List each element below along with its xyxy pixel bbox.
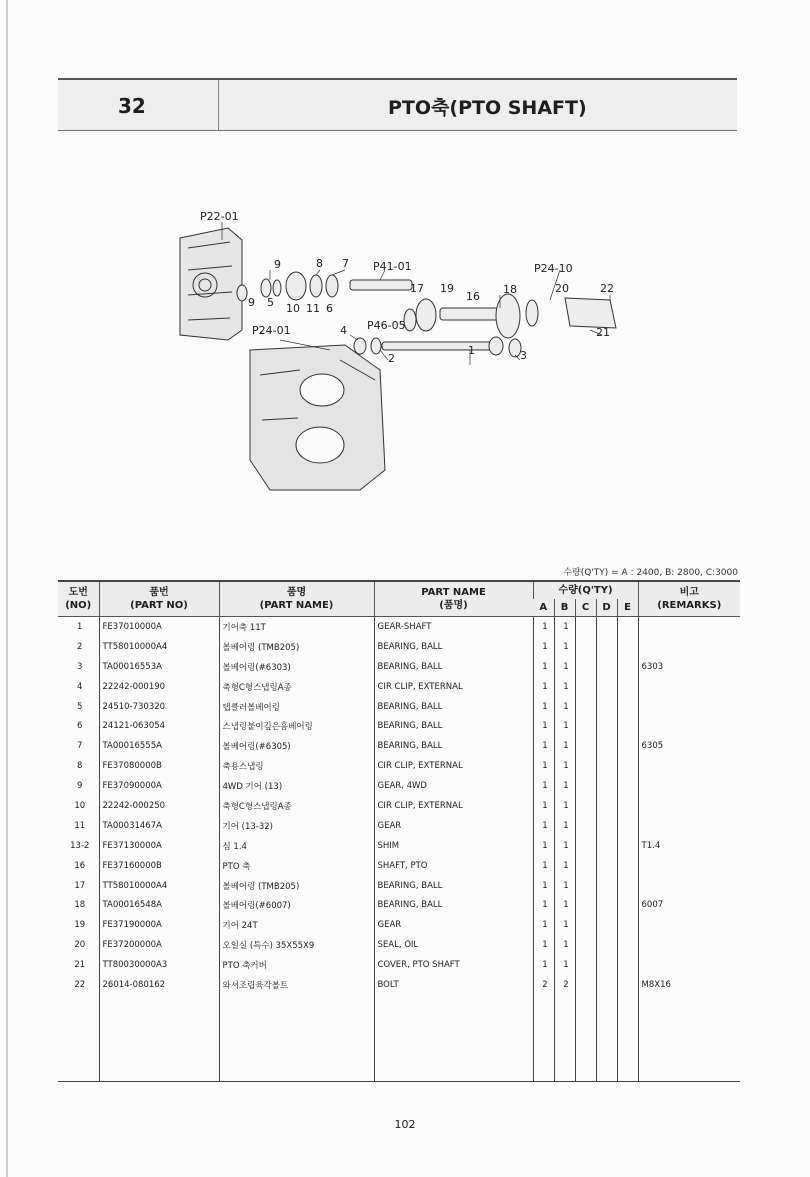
col-header-qty-e: E: [617, 599, 638, 617]
cell-qty-b: 1: [554, 935, 575, 955]
housing-left: [180, 228, 242, 340]
header-divider: [218, 80, 219, 130]
cell-part-name-en: CIR CLIP, EXTERNAL: [374, 756, 533, 776]
cell-remarks: 6305: [638, 736, 740, 756]
callout-label: P22-01: [200, 210, 239, 223]
cell-qty-d: [596, 697, 617, 717]
cell-part-no: TT58010000A4: [99, 876, 219, 896]
cell-part-name-en: BEARING, BALL: [374, 657, 533, 677]
cell-qty-d: [596, 796, 617, 816]
cell-qty-e: [617, 637, 638, 657]
cell-remarks: T1.4: [638, 836, 740, 856]
cell-qty-a: 1: [533, 776, 554, 796]
empty-cell: [638, 995, 740, 1082]
cell-part-name-en: BEARING, BALL: [374, 697, 533, 717]
cell-qty-e: [617, 836, 638, 856]
callout-label: 21: [596, 326, 610, 339]
cell-qty-d: [596, 955, 617, 975]
cell-qty-b: 1: [554, 895, 575, 915]
cell-qty-d: [596, 617, 617, 637]
table-row: [58, 756, 740, 776]
callout-label: P41-01: [373, 260, 412, 273]
cell-qty-a: 1: [533, 697, 554, 717]
col-header-qty-c: C: [575, 599, 596, 617]
cell-part-no: TA00016553A: [99, 657, 219, 677]
cell-part-no: 26014-080162: [99, 975, 219, 995]
cell-qty-a: 1: [533, 856, 554, 876]
cell-qty-d: [596, 935, 617, 955]
cell-qty-d: [596, 816, 617, 836]
cell-remarks: [638, 796, 740, 816]
cell-no: 10: [74, 800, 86, 811]
callout-label: 4: [340, 324, 347, 337]
table-row: [58, 935, 740, 955]
cell-no: 2: [77, 641, 83, 652]
cell-qty-a: 1: [533, 915, 554, 935]
cell-part-name-en: BEARING, BALL: [374, 637, 533, 657]
cell-no: 11: [74, 820, 86, 831]
col-header-qty: 수량(Q'TY): [533, 581, 638, 599]
cell-qty-a: 1: [533, 736, 554, 756]
cell-qty-e: [617, 677, 638, 697]
col-header-qty-a: A: [533, 599, 554, 617]
empty-cell: [575, 995, 596, 1082]
cell-qty-d: [596, 895, 617, 915]
table-row: [58, 677, 740, 697]
cell-qty-c: [575, 895, 596, 915]
callout-label: 11: [306, 302, 320, 315]
table-row: [58, 955, 740, 975]
cell-qty-c: [575, 697, 596, 717]
cell-part-name-en: GEAR-SHAFT: [374, 617, 533, 637]
cell-qty-c: [575, 677, 596, 697]
cell-qty-b: 1: [554, 697, 575, 717]
cell-part-name-en: BEARING, BALL: [374, 716, 533, 736]
cell-part-name-ko: 축형C형스냅링A종: [219, 796, 374, 816]
cell-qty-c: [575, 776, 596, 796]
callout-label: 9: [274, 258, 281, 271]
callout-label: 7: [342, 257, 349, 270]
cell-qty-c: [575, 756, 596, 776]
table-row: [58, 657, 740, 677]
cell-no: 13-2: [70, 840, 90, 851]
cell-qty-d: [596, 657, 617, 677]
cell-part-name-en: GEAR, 4WD: [374, 776, 533, 796]
cell-qty-a: 1: [533, 617, 554, 637]
table-row: [58, 915, 740, 935]
cell-part-no: FE37080000B: [99, 756, 219, 776]
cell-remarks: [638, 776, 740, 796]
cell-qty-e: [617, 617, 638, 637]
cell-no: 22: [74, 979, 86, 990]
cell-qty-a: 1: [533, 955, 554, 975]
cell-qty-b: 1: [554, 955, 575, 975]
table-row: [58, 836, 740, 856]
cell-part-name-en: GEAR: [374, 816, 533, 836]
col-header-remarks: 비고 (REMARKS): [638, 581, 740, 617]
cell-remarks: [638, 816, 740, 836]
table-row: [58, 816, 740, 836]
cell-remarks: [638, 677, 740, 697]
callout-label: 3: [520, 349, 527, 362]
cell-part-no: TA00016548A: [99, 895, 219, 915]
table-row: [58, 895, 740, 915]
cell-qty-c: [575, 915, 596, 935]
cell-qty-c: [575, 876, 596, 896]
cell-qty-e: [617, 935, 638, 955]
cell-part-no: FE37160000B: [99, 856, 219, 876]
parts-table: [58, 580, 740, 1082]
col-header-no: 도번 (NO): [58, 581, 99, 617]
callout-label: 8: [316, 257, 323, 270]
cell-qty-c: [575, 637, 596, 657]
cell-remarks: [638, 856, 740, 876]
cell-no: 5: [77, 701, 83, 712]
cell-part-no: 24510-730320: [99, 697, 219, 717]
callout-label: P24-01: [252, 324, 291, 337]
cell-qty-a: 1: [533, 895, 554, 915]
cell-qty-e: [617, 895, 638, 915]
table-row: [58, 856, 740, 876]
cell-remarks: 6303: [638, 657, 740, 677]
cell-qty-b: 1: [554, 756, 575, 776]
table-row: [58, 617, 740, 637]
cell-remarks: [638, 617, 740, 637]
cell-part-name-ko: 볼베어링(#6007): [219, 895, 374, 915]
cell-qty-e: [617, 657, 638, 677]
cell-part-no: TT58010000A4: [99, 637, 219, 657]
cell-part-no: FE37130000A: [99, 836, 219, 856]
page-number: 102: [394, 1118, 416, 1131]
cell-qty-c: [575, 975, 596, 995]
col-header-qty-b: B: [554, 599, 575, 617]
table-row: [58, 736, 740, 756]
cell-part-name-ko: 기어 24T: [219, 915, 374, 935]
cell-qty-a: 1: [533, 816, 554, 836]
cell-part-name-ko: 볼베어링 (TMB205): [219, 876, 374, 896]
qty-note: 수량(Q'TY) = A : 2400, B: 2800, C:3000: [563, 568, 738, 578]
cell-remarks: [638, 935, 740, 955]
cell-qty-d: [596, 736, 617, 756]
cell-part-no: FE37090000A: [99, 776, 219, 796]
cell-part-no: FE37200000A: [99, 935, 219, 955]
empty-cell: [219, 995, 374, 1082]
cell-qty-e: [617, 796, 638, 816]
cell-no: 20: [74, 940, 86, 951]
cell-part-name-ko: 심 1.4: [219, 836, 374, 856]
cell-qty-c: [575, 716, 596, 736]
cell-qty-d: [596, 677, 617, 697]
cell-part-name-en: SEAL, OIL: [374, 935, 533, 955]
cell-no: 9: [77, 781, 83, 792]
cell-no: 7: [77, 741, 83, 752]
cell-qty-a: 1: [533, 716, 554, 736]
cell-part-no: 22242-000250: [99, 796, 219, 816]
cell-qty-a: 1: [533, 637, 554, 657]
cell-part-name-ko: PTO 축커버: [219, 955, 374, 975]
cell-qty-c: [575, 657, 596, 677]
table-row: [58, 975, 740, 995]
callout-label: P24-10: [534, 262, 573, 275]
cell-part-name-ko: 기어축 11T: [219, 617, 374, 637]
cell-remarks: [638, 716, 740, 736]
callout-label: 9: [248, 296, 255, 309]
cell-no: 18: [74, 900, 86, 911]
cell-qty-a: 2: [533, 975, 554, 995]
cell-qty-c: [575, 836, 596, 856]
cell-remarks: [638, 955, 740, 975]
cell-part-name-ko: 볼베어링 (TMB205): [219, 637, 374, 657]
callout-label: 2: [388, 352, 395, 365]
col-header-part-name-en: PART NAME (품명): [374, 581, 533, 617]
cell-qty-d: [596, 975, 617, 995]
cell-qty-b: 1: [554, 736, 575, 756]
cell-qty-b: 1: [554, 716, 575, 736]
cell-part-no: FE37010000A: [99, 617, 219, 637]
cell-qty-b: 2: [554, 975, 575, 995]
cell-part-name-ko: 오일실 (특수) 35X55X9: [219, 935, 374, 955]
col-header-qty-d: D: [596, 599, 617, 617]
cell-part-name-en: BEARING, BALL: [374, 876, 533, 896]
cell-no: 8: [77, 761, 83, 772]
cell-qty-c: [575, 796, 596, 816]
callout-label: 16: [466, 290, 480, 303]
table-row: [58, 876, 740, 896]
empty-cell: [596, 995, 617, 1082]
cell-qty-c: [575, 816, 596, 836]
cell-remarks: [638, 876, 740, 896]
cell-qty-a: 1: [533, 657, 554, 677]
callout-label: 20: [555, 282, 569, 295]
cell-part-name-en: CIR CLIP, EXTERNAL: [374, 677, 533, 697]
cell-qty-d: [596, 756, 617, 776]
cell-qty-e: [617, 697, 638, 717]
cell-qty-c: [575, 935, 596, 955]
cell-qty-b: 1: [554, 677, 575, 697]
cell-qty-e: [617, 915, 638, 935]
callout-label: 5: [267, 296, 274, 309]
table-filler-row: [58, 995, 740, 1082]
cell-no: 6: [77, 721, 83, 732]
cell-part-name-ko: 볼베어링(#6303): [219, 657, 374, 677]
cell-qty-d: [596, 716, 617, 736]
table-row: [58, 796, 740, 816]
cell-qty-e: [617, 975, 638, 995]
cell-part-name-ko: PTO 축: [219, 856, 374, 876]
empty-cell: [554, 995, 575, 1082]
cell-remarks: [638, 915, 740, 935]
cell-qty-e: [617, 816, 638, 836]
cell-qty-c: [575, 856, 596, 876]
exploded-parts-diagram: [170, 200, 630, 530]
table-row: [58, 637, 740, 657]
cell-remarks: 6007: [638, 895, 740, 915]
cell-qty-c: [575, 955, 596, 975]
cell-qty-e: [617, 736, 638, 756]
callout-label: 17: [410, 282, 424, 295]
cell-qty-d: [596, 915, 617, 935]
housing-lower: [250, 345, 385, 490]
cell-qty-c: [575, 736, 596, 756]
empty-cell: [374, 995, 533, 1082]
cell-qty-a: 1: [533, 677, 554, 697]
cell-part-name-en: SHAFT, PTO: [374, 856, 533, 876]
cell-part-name-ko: 축형C형스냅링A종: [219, 677, 374, 697]
cell-no: 19: [74, 920, 86, 931]
cell-part-no: TT80030000A3: [99, 955, 219, 975]
empty-cell: [533, 995, 554, 1082]
cell-qty-d: [596, 876, 617, 896]
cell-remarks: [638, 637, 740, 657]
cell-part-name-en: CIR CLIP, EXTERNAL: [374, 796, 533, 816]
cell-part-name-ko: 탭클러볼베어링: [219, 697, 374, 717]
cell-qty-b: 1: [554, 836, 575, 856]
cell-part-name-ko: 4WD 기어 (13): [219, 776, 374, 796]
cell-qty-e: [617, 716, 638, 736]
cell-no: 21: [74, 960, 86, 971]
cell-part-no: TA00016555A: [99, 736, 219, 756]
cell-qty-d: [596, 856, 617, 876]
callout-label: 10: [286, 302, 300, 315]
cell-part-name-ko: 기어 (13-32): [219, 816, 374, 836]
cell-qty-b: 1: [554, 657, 575, 677]
cell-part-no: TA00031467A: [99, 816, 219, 836]
cell-no: 3: [77, 661, 83, 672]
cell-part-name-en: BOLT: [374, 975, 533, 995]
col-header-part-name-ko: 품명 (PART NAME): [219, 581, 374, 617]
cell-qty-a: 1: [533, 796, 554, 816]
cell-part-name-en: GEAR: [374, 915, 533, 935]
cell-part-name-en: BEARING, BALL: [374, 895, 533, 915]
cell-qty-b: 1: [554, 816, 575, 836]
cell-qty-e: [617, 756, 638, 776]
cell-part-no: 24121-063054: [99, 716, 219, 736]
cell-part-name-en: COVER, PTO SHAFT: [374, 955, 533, 975]
cell-qty-a: 1: [533, 935, 554, 955]
cell-qty-d: [596, 836, 617, 856]
cell-qty-b: 1: [554, 876, 575, 896]
empty-cell: [99, 995, 219, 1082]
callout-label: 18: [503, 283, 517, 296]
table-row: [58, 697, 740, 717]
cell-qty-b: 1: [554, 776, 575, 796]
col-header-part-no: 품번 (PART NO): [99, 581, 219, 617]
cell-qty-a: 1: [533, 876, 554, 896]
cell-qty-a: 1: [533, 836, 554, 856]
cell-remarks: [638, 697, 740, 717]
cell-qty-d: [596, 776, 617, 796]
empty-cell: [617, 995, 638, 1082]
cell-part-name-en: SHIM: [374, 836, 533, 856]
cell-qty-b: 1: [554, 856, 575, 876]
cell-qty-e: [617, 955, 638, 975]
section-header: [58, 78, 737, 131]
cell-remarks: [638, 756, 740, 776]
cell-qty-b: 1: [554, 617, 575, 637]
cell-qty-b: 1: [554, 915, 575, 935]
cell-no: 4: [77, 681, 83, 692]
table-row: [58, 776, 740, 796]
cell-part-no: FE37190000A: [99, 915, 219, 935]
cell-part-no: 22242-000190: [99, 677, 219, 697]
callout-label: 19: [440, 282, 454, 295]
section-number: 32: [118, 94, 146, 118]
cell-qty-a: 1: [533, 756, 554, 776]
section-title: PTO축(PTO SHAFT): [388, 97, 587, 119]
cell-qty-b: 1: [554, 637, 575, 657]
callout-label: 1: [468, 344, 475, 357]
cell-part-name-ko: 축용스냅링: [219, 756, 374, 776]
cell-no: 16: [74, 860, 86, 871]
cell-qty-e: [617, 776, 638, 796]
cell-part-name-ko: 스냅링붙이깊은홈베어링: [219, 716, 374, 736]
cell-qty-e: [617, 856, 638, 876]
cell-qty-e: [617, 876, 638, 896]
cell-part-name-ko: 와셔조립육각볼트: [219, 975, 374, 995]
table-row: [58, 716, 740, 736]
cell-no: 17: [74, 880, 86, 891]
empty-cell: [58, 995, 99, 1082]
cell-qty-b: 1: [554, 796, 575, 816]
cell-part-name-ko: 볼베어링(#6305): [219, 736, 374, 756]
page-edge-rule: [6, 0, 8, 1177]
cell-no: 1: [77, 621, 83, 632]
callout-label: P46-05: [367, 319, 406, 332]
cell-remarks: M8X16: [638, 975, 740, 995]
cell-qty-d: [596, 637, 617, 657]
cell-part-name-en: BEARING, BALL: [374, 736, 533, 756]
parts-table-body: [58, 617, 740, 1082]
callout-label: 22: [600, 282, 614, 295]
callout-label: 6: [326, 302, 333, 315]
cell-qty-c: [575, 617, 596, 637]
